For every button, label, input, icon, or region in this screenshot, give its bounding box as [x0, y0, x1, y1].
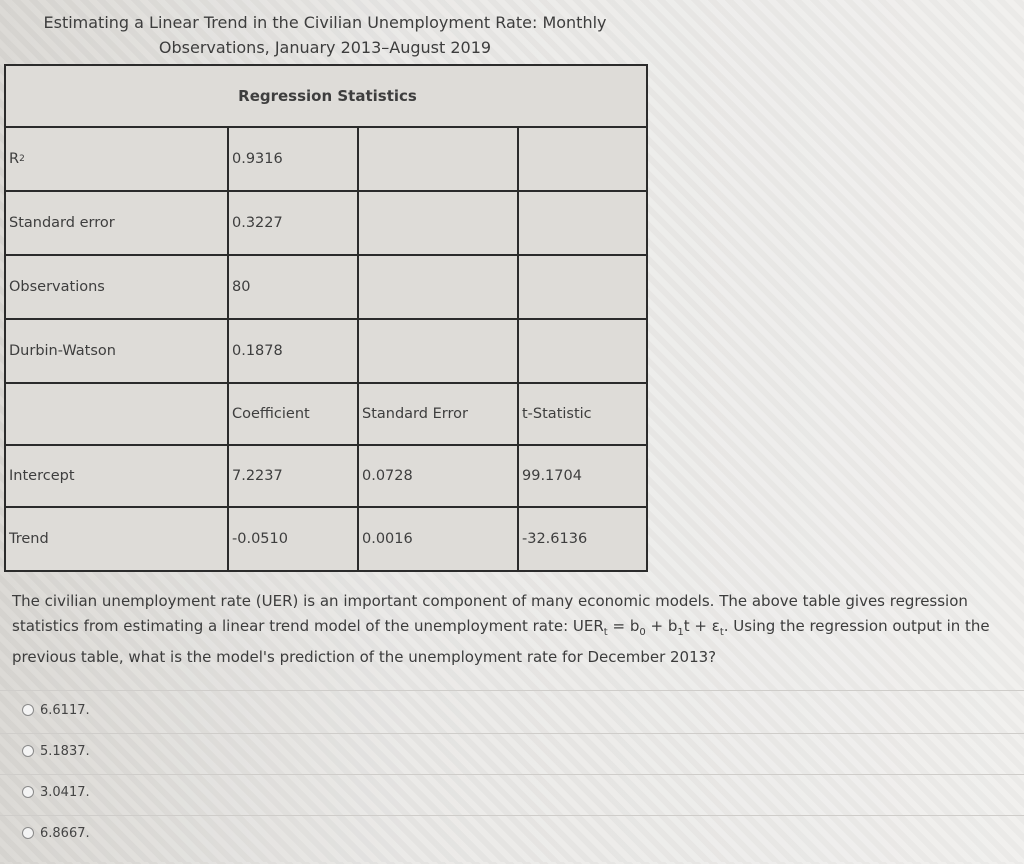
divider	[0, 733, 1024, 734]
empty-cell	[519, 320, 646, 384]
option-3[interactable]	[22, 782, 90, 802]
option-4-label: 6.8667.	[40, 825, 90, 841]
r-label: R	[9, 151, 20, 167]
table-title	[0, 10, 650, 60]
empty-cell	[359, 128, 519, 192]
trend-label: Trend	[6, 508, 229, 570]
intercept-coefficient: 7.2237	[229, 446, 359, 508]
subscript-t: t	[603, 627, 608, 638]
radio-button-icon[interactable]	[22, 786, 34, 798]
radio-button-icon[interactable]	[22, 745, 34, 757]
divider	[0, 690, 1024, 691]
coefficient-header: Coefficient	[229, 384, 359, 446]
intercept-std-error: 0.0728	[359, 446, 519, 508]
empty-cell	[519, 128, 646, 192]
option-1[interactable]	[22, 700, 90, 720]
empty-cell	[359, 320, 519, 384]
t-statistic-header: t-Statistic	[519, 384, 646, 446]
radio-button-icon[interactable]	[22, 704, 34, 716]
regression-statistics-header: Regression Statistics	[6, 66, 646, 128]
t-plus-epsilon: t + ε	[683, 617, 720, 635]
empty-cell	[519, 192, 646, 256]
durbin-watson-value: 0.1878	[229, 320, 359, 384]
r-superscript: 2	[19, 154, 25, 164]
subscript-0: 0	[639, 627, 646, 638]
r-squared-label	[6, 128, 229, 192]
durbin-watson-label: Durbin-Watson	[6, 320, 229, 384]
title-line-1: Estimating a Linear Trend in the Civilian Unemployment Rate: Monthly	[43, 13, 607, 32]
question-text	[12, 589, 1012, 670]
option-1-label: 6.6117.	[40, 702, 90, 718]
equals-b: = b	[607, 617, 640, 635]
empty-cell	[359, 256, 519, 320]
option-2-label: 5.1837.	[40, 743, 90, 759]
standard-error-label: Standard error	[6, 192, 229, 256]
standard-error-value: 0.3227	[229, 192, 359, 256]
trend-std-error: 0.0016	[359, 508, 519, 570]
empty-cell	[6, 384, 229, 446]
trend-coefficient: -0.0510	[229, 508, 359, 570]
subscript-1: 1	[677, 627, 684, 638]
observations-label: Observations	[6, 256, 229, 320]
trend-t-statistic: -32.6136	[522, 531, 588, 547]
empty-cell	[359, 192, 519, 256]
question-part-1: The civilian unemployment rate (UER) is an important component of many economic models. The above table gives regression statistics from estimating a linear trend model of the unemployment rate: UER	[12, 592, 968, 635]
r-squared-value: 0.9316	[229, 128, 359, 192]
option-4[interactable]	[22, 823, 90, 843]
empty-cell	[519, 256, 646, 320]
subscript-epsilon-t: t	[719, 627, 724, 638]
question-part-2: . Using the regression output in the previous table, what is the model's prediction of the unemployment rate for December 2013?	[12, 617, 990, 666]
option-2[interactable]	[22, 741, 90, 761]
regression-table	[4, 64, 648, 572]
plus-b: + b	[645, 617, 678, 635]
intercept-t-statistic: 99.1704	[519, 446, 646, 508]
observations-value: 80	[229, 256, 359, 320]
divider	[0, 815, 1024, 816]
option-3-label: 3.0417.	[40, 784, 90, 800]
answer-options	[22, 700, 90, 864]
title-line-2: Observations, January 2013–August 2019	[158, 38, 492, 57]
standard-error-header: Standard Error	[359, 384, 519, 446]
divider	[0, 774, 1024, 775]
intercept-label: Intercept	[6, 446, 229, 508]
radio-button-icon[interactable]	[22, 827, 34, 839]
